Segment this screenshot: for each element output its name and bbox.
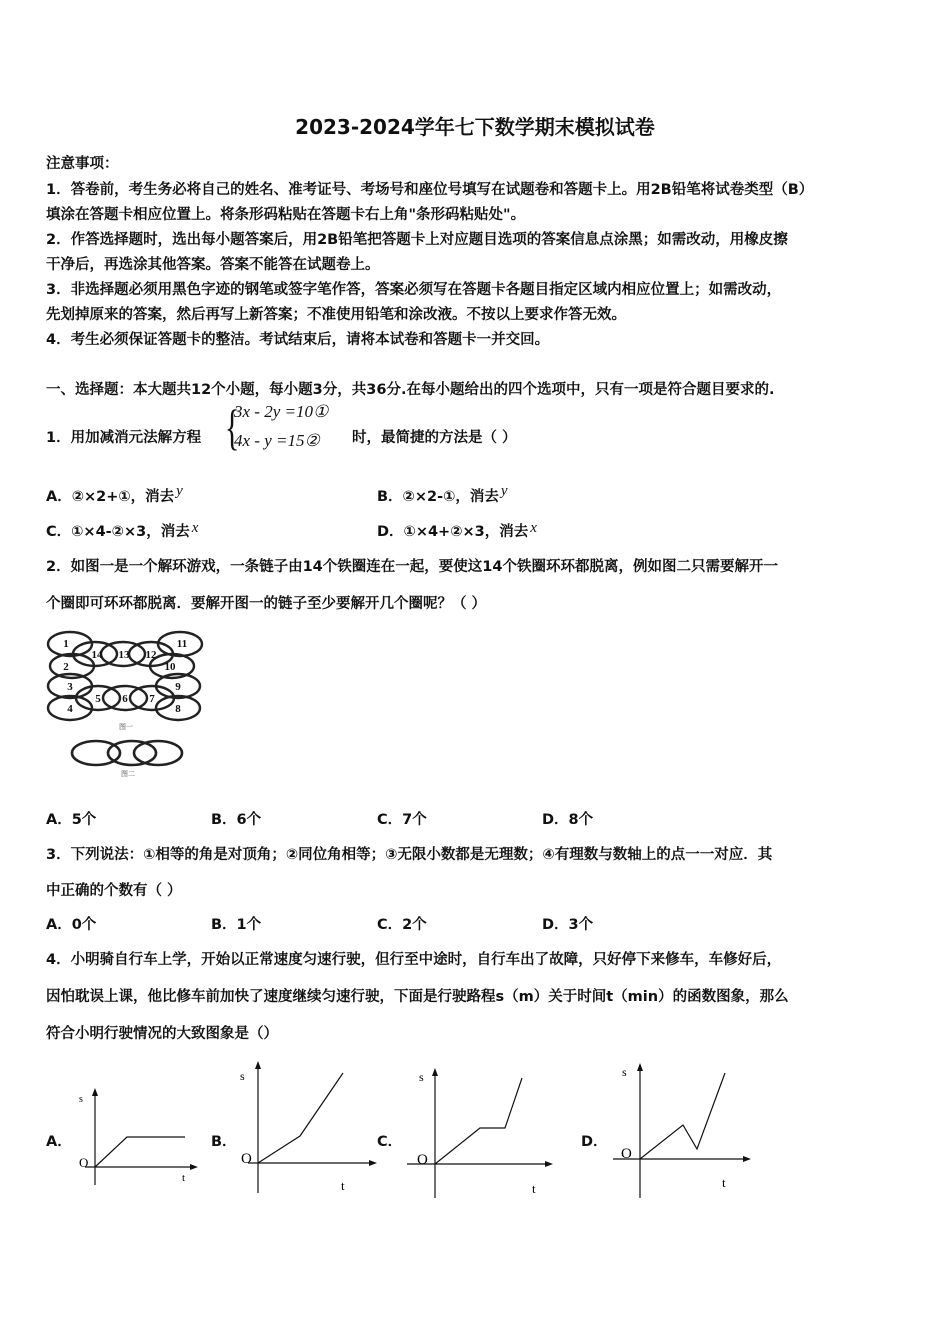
- graph-d: [605, 1055, 755, 1200]
- ring-number: 5: [95, 693, 101, 705]
- x-axis-label: t: [722, 1175, 726, 1190]
- ring-number: 8: [175, 703, 181, 715]
- q1-prefix: 1．用加减消元法解方程: [46, 430, 202, 446]
- q2-line: 2．如图一是一个解环游戏，一条链子由14个铁圈连在一起，要使这14个铁圈环环都脱离，例如图二只需要解开一: [46, 559, 778, 575]
- page-title: 2023-2024学年七下数学期末模拟试卷: [295, 115, 655, 139]
- equation-1: 3x - 2y =10①: [234, 402, 329, 421]
- y-axis-label: s: [419, 1070, 424, 1084]
- ring-number: 11: [176, 638, 188, 650]
- equation-system: [225, 400, 350, 456]
- x-axis-label: t: [532, 1181, 536, 1196]
- graph-c-label: C．: [377, 1134, 403, 1150]
- brace-icon: {: [225, 399, 240, 455]
- notice-line: 先划掉原来的答案，然后再写上新答案；不准使用铅笔和涂改液。不按以上要求作答无效。: [46, 307, 626, 323]
- q4-line: 4．小明骑自行车上学，开始以正常速度匀速行驶，但行至中途时，自行车出了故障，只好停下来修车，车修好后，: [46, 952, 782, 968]
- origin-label: O: [417, 1152, 428, 1168]
- q2-line: 个圈即可环环都脱离．要解开图一的链子至少要解开几个圈呢？（ ）: [46, 596, 487, 612]
- ring-number: 12: [145, 649, 157, 661]
- section-heading: 一、选择题：本大题共12个小题，每小题3分，共36分.在每小题给出的四个选项中，只有一项是符合题目要求的.: [46, 382, 775, 398]
- notice-line: 填涂在答题卡相应位置上。将条形码粘贴在答题卡右上角"条形码粘贴处"。: [46, 207, 526, 223]
- q1-suffix: 时，最简捷的方法是（ ）: [352, 430, 517, 446]
- q4-line: 符合小明行驶情况的大致图象是（）: [46, 1026, 278, 1042]
- origin-label: O: [241, 1151, 252, 1167]
- q3-option-c: C．2个: [377, 917, 427, 933]
- q3-line: 3．下列说法：①相等的角是对顶角；②同位角相等；③无限小数都是无理数；④有理数与数轴上的点一一对应．其: [46, 847, 773, 863]
- equation-2: 4x - y =15②: [234, 431, 320, 450]
- q3-option-b: B．1个: [211, 917, 262, 933]
- q3-line: 中正确的个数有（ ）: [46, 883, 182, 899]
- notice-line: 3．非选择题必须用黑色字迹的钢笔或签字笔作答，答案必须写在答题卡各题目指定区域内相应位置上；如需改动，: [46, 282, 782, 298]
- q1-option-c: C．①×4-②×3，消去 x: [46, 520, 199, 540]
- y-axis-label: s: [240, 1069, 245, 1083]
- graph-a: [75, 1085, 200, 1190]
- graph-d-label: D．: [581, 1134, 608, 1150]
- ring-number: 13: [118, 649, 130, 661]
- ring-number: 6: [122, 693, 128, 705]
- y-axis-label: s: [79, 1094, 83, 1105]
- notice-line: 干净后，再选涂其他答案。答案不能答在试题卷上。: [46, 257, 380, 273]
- ring-number: 7: [149, 693, 155, 705]
- ring-number: 10: [164, 661, 176, 673]
- x-axis-label: t: [341, 1178, 345, 1193]
- origin-label: O: [621, 1146, 632, 1162]
- notice-heading: 注意事项：: [46, 156, 119, 172]
- q1-option-a: A．②×2+①，消去 y: [46, 483, 183, 505]
- ring-number: 3: [67, 681, 73, 693]
- q3-option-a: A．0个: [46, 917, 97, 933]
- origin-label: O: [79, 1155, 89, 1170]
- ring-number: 9: [175, 681, 181, 693]
- q1-option-d: D．①×4+②×3，消去 x: [377, 520, 537, 540]
- graph-b: [238, 1058, 380, 1198]
- figure-caption-1: 图一: [119, 723, 133, 731]
- notice-line: 1．答卷前，考生务必将自己的姓名、准考证号、考场号和座位号填写在试题卷和答题卡上。用2B铅笔将试卷类型（B）: [46, 182, 814, 198]
- notice-line: 4．考生必须保证答题卡的整洁。考试结束后，请将本试卷和答题卡一并交回。: [46, 332, 550, 348]
- x-axis-label: t: [182, 1172, 186, 1184]
- notice-line: 2．作答选择题时，选出每小题答案后，用2B铅笔把答题卡上对应题目选项的答案信息点涂黑；如需改动，用橡皮擦: [46, 232, 788, 248]
- q2-option-d: D．8个: [542, 812, 594, 828]
- q1-option-b: B．②×2-①，消去 y: [377, 483, 508, 505]
- figure-caption-2: 图二: [121, 770, 135, 778]
- ring-number: 1: [63, 638, 69, 650]
- q2-option-b: B．6个: [211, 812, 262, 828]
- ring-number: 2: [63, 661, 69, 673]
- q3-option-d: D．3个: [542, 917, 594, 933]
- q4-line: 因怕耽误上课，他比修车前加快了速度继续匀速行驶，下面是行驶路程s（m）关于时间t（min）的函数图象，那么: [46, 989, 789, 1005]
- y-axis-label: s: [622, 1065, 627, 1079]
- graph-b-label: B．: [211, 1134, 237, 1150]
- q2-option-c: C．7个: [377, 812, 427, 828]
- ring-number: 14: [91, 649, 103, 661]
- graph-a-label: A．: [46, 1134, 72, 1150]
- q2-option-a: A．5个: [46, 812, 97, 828]
- ring-number: 4: [67, 703, 73, 715]
- graph-c: [385, 1060, 555, 1200]
- ring-chain-figure: [44, 628, 209, 778]
